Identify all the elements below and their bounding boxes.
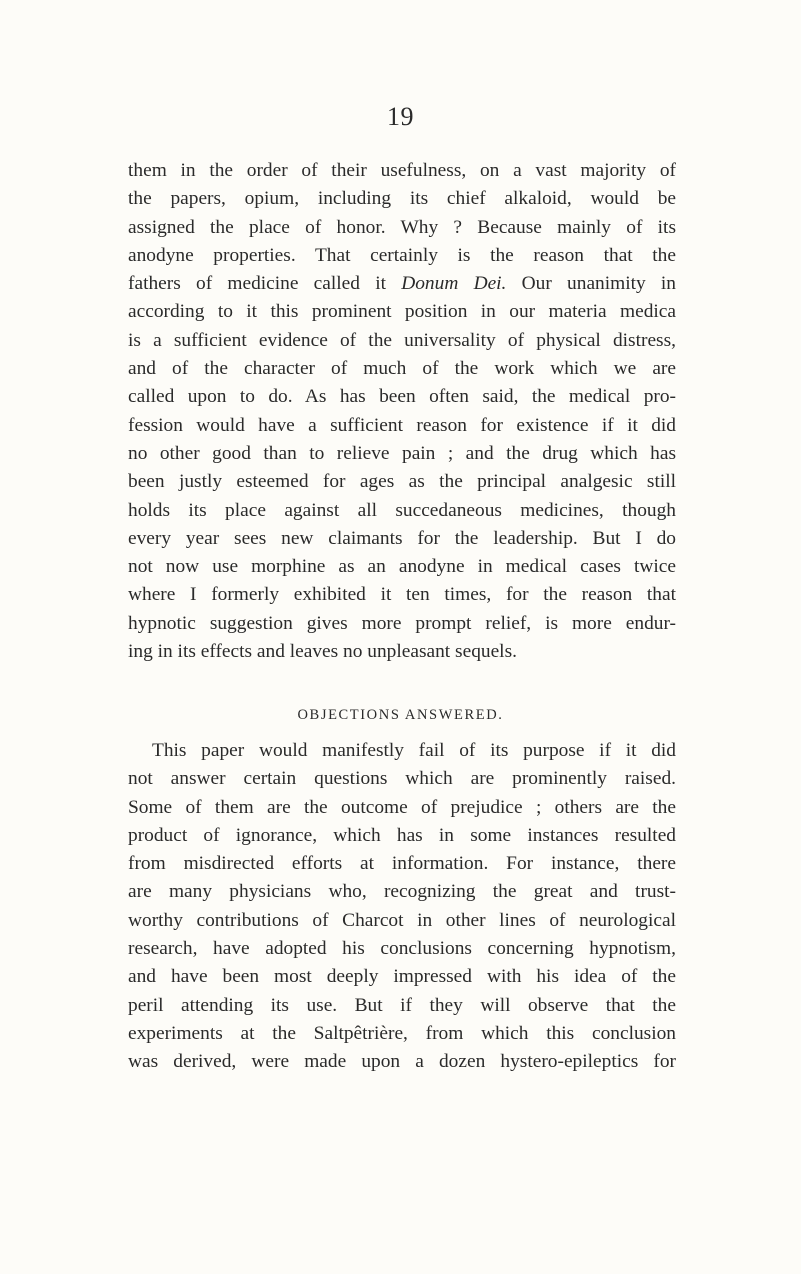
text-line: not now use morphine as an anodyne in medical cases twice xyxy=(128,556,676,578)
text-line: them in the order of their usefulness, on a vast majority of xyxy=(128,160,676,181)
paragraph-2 xyxy=(128,737,676,1077)
text-line: and have been most deeply impressed with his idea of the xyxy=(128,966,676,988)
text-line: This paper would manifestly fail of its purpose if it did xyxy=(152,740,676,761)
text-line: fession would have a sufficient reason for existence if it did xyxy=(128,414,676,436)
text-line: the papers, opium, including its chief alkaloid, would be xyxy=(128,188,676,210)
text-line: been justly esteemed for ages as the principal analgesic still xyxy=(128,471,676,493)
italic-latin-phrase: Donum Dei. xyxy=(401,273,507,295)
text-line: anodyne properties. That certainly is the reason that the xyxy=(128,244,676,266)
page-number: 19 xyxy=(387,102,414,131)
text-line: is a sufficient evidence of the universality of physical distress, xyxy=(128,329,676,351)
text-line: product of ignorance, which has in some instances resulted xyxy=(128,824,676,846)
text-line: worthy contributions of Charcot in other lines of neurological xyxy=(128,909,676,931)
paragraph-1 xyxy=(128,157,676,666)
text-line: not answer certain questions which are prominently raised. xyxy=(128,768,676,790)
text-line: Some of them are the outcome of prejudice ; others are the xyxy=(128,796,676,818)
text-line: called upon to do. As has been often said, the medical pro- xyxy=(128,386,676,408)
text-line xyxy=(128,270,676,298)
text-line: research, have adopted his conclusions concerning hypnotism, xyxy=(128,938,676,960)
text-line: no other good than to relieve pain ; and the drug which has xyxy=(128,442,676,464)
text-fragment: Our unanimity in xyxy=(506,273,677,295)
text-line: from misdirected efforts at information. For instance, there xyxy=(128,853,676,875)
text-line: according to it this prominent position in our materia medica xyxy=(128,301,676,323)
text-line: ing in its effects and leaves no unpleasant sequels. xyxy=(128,641,517,663)
text-line: every year sees new claimants for the leadership. But I do xyxy=(128,527,676,549)
text-line: hypnotic suggestion gives more prompt relief, is more endur- xyxy=(128,612,676,634)
text-line: and of the character of much of the work which we are xyxy=(128,358,676,380)
text-line: holds its place against all succedaneous medicines, though xyxy=(128,499,676,521)
text-fragment: fathers of medicine called it xyxy=(128,273,402,295)
section-heading: OBJECTIONS ANSWERED. xyxy=(297,707,504,723)
text-line: peril attending its use. But if they will observe that the xyxy=(128,994,676,1016)
text-line: assigned the place of honor. Why ? Because mainly of its xyxy=(128,216,676,238)
text-line: experiments at the Saltpêtrière, from which this conclusion xyxy=(128,1022,676,1044)
text-line: are many physicians who, recognizing the great and trust- xyxy=(128,881,676,903)
text-line: was derived, were made upon a dozen hystero-epileptics for xyxy=(128,1051,676,1073)
text-line: where I formerly exhibited it ten times, for the reason that xyxy=(128,584,676,606)
